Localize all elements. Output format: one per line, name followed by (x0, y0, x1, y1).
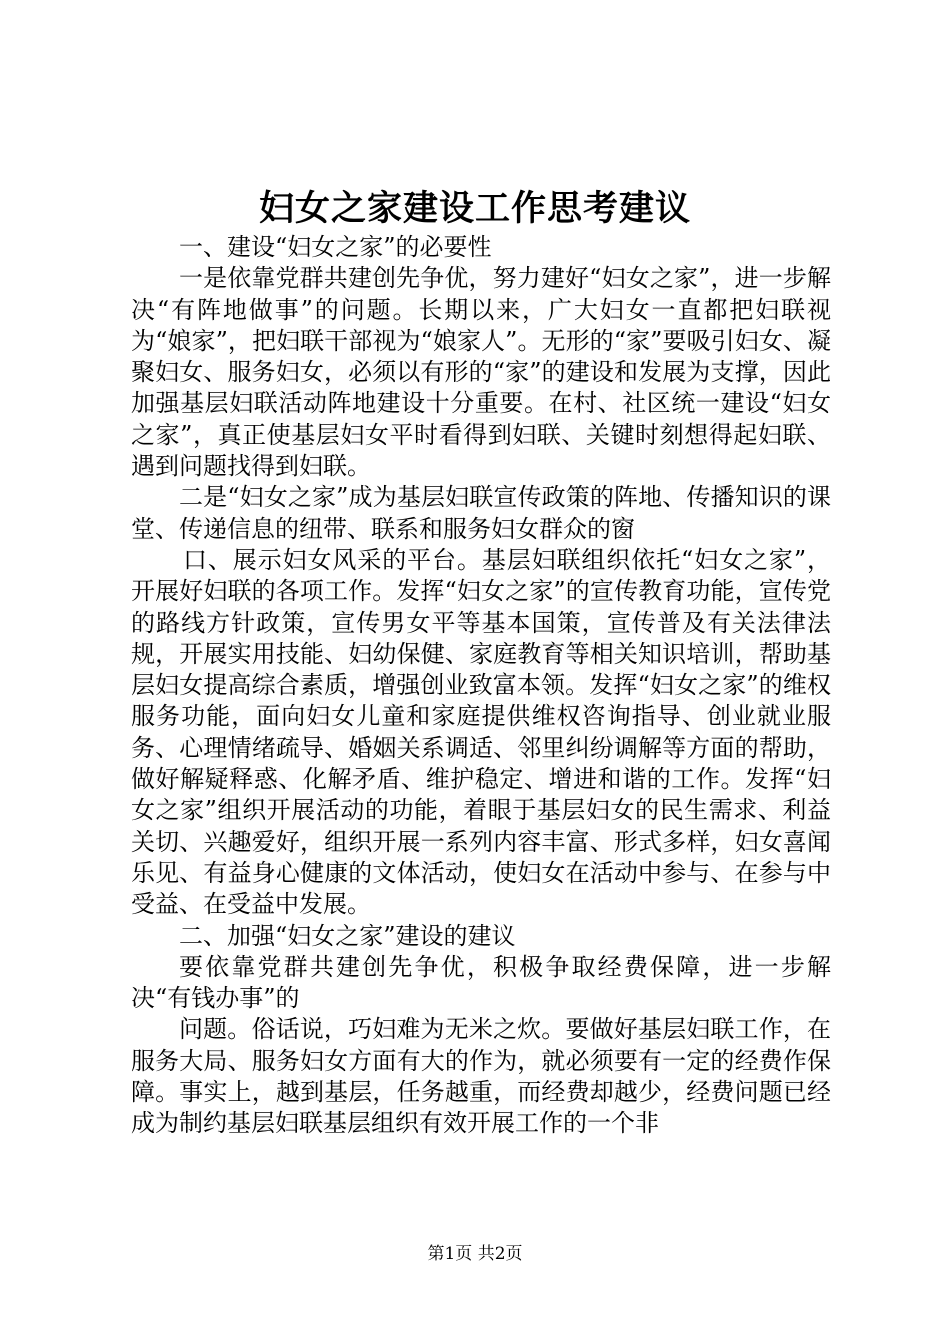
paragraph-3: 口、展示妇女风采的平台。基层妇联组织依托“妇女之家”，开展好妇联的各项工作。发挥“妇女之家”的宣传教育功能，宣传党的路线方针政策，宣传男女平等基本国策，宣传普及有关法律法规，开展实用技能、妇幼保健、家庭教育等相关知识培训，帮助基层妇女提高综合素质，增强创业致富本领。发挥“妇女之家”的维权服务功能，面向妇女儿童和家庭提供维权咨询指导、创业就业服务、心理情绪疏导、婚姻关系调适、邻里纠纷调解等方面的帮助，做好解疑释惑、化解矛盾、维护稳定、增进和谐的工作。发挥“妇女之家”组织开展活动的功能，着眼于基层妇女的民生需求、利益关切、兴趣爱好，组织开展一系列内容丰富、形式多样，妇女喜闻乐见、有益身心健康的文体活动，使妇女在活动中参与、在参与中受益、在受益中发展。 (131, 545, 831, 919)
paragraph-5: 问题。俗话说，巧妇难为无米之炊。要做好基层妇联工作，在服务大局、服务妇女方面有大的作为，就必须要有一定的经费作保障。事实上，越到基层，任务越重，而经费却越少，经费问题已经成为制约基层妇联基层组织有效开展工作的一个非 (131, 1015, 831, 1138)
document-body (131, 232, 831, 1140)
section-heading-2: 二、加强“妇女之家”建设的建议 (179, 921, 516, 950)
paragraph-2: 二是“妇女之家”成为基层妇联宣传政策的阵地、传播知识的课堂、传递信息的纽带、联系和服务妇女群众的窗 (131, 483, 831, 543)
page-footer: 第1页 共2页 (427, 1244, 523, 1264)
document-title: 妇女之家建设工作思考建议 (258, 188, 691, 229)
paragraph-4: 要依靠党群共建创先争优，积极争取经费保障，进一步解决“有钱办事”的 (131, 952, 831, 1013)
paragraph-1: 一是依靠党群共建创先争优，努力建好“妇女之家”，进一步解决“有阵地做事”的问题。长期以来，广大妇女一直都把妇联视为“娘家”，把妇联干部视为“娘家人”。无形的“家”要吸引妇女、凝聚妇女、服务妇女，必须以有形的“家”的建设和发展为支撑，因此加强基层妇联活动阵地建设十分重要。在村、社区统一建设“妇女之家”，真正使基层妇女平时看得到妇联、关键时刻想得起妇联、遇到问题找得到妇联。 (131, 264, 831, 481)
section-heading-1: 一、建设“妇女之家”的必要性 (179, 233, 492, 261)
